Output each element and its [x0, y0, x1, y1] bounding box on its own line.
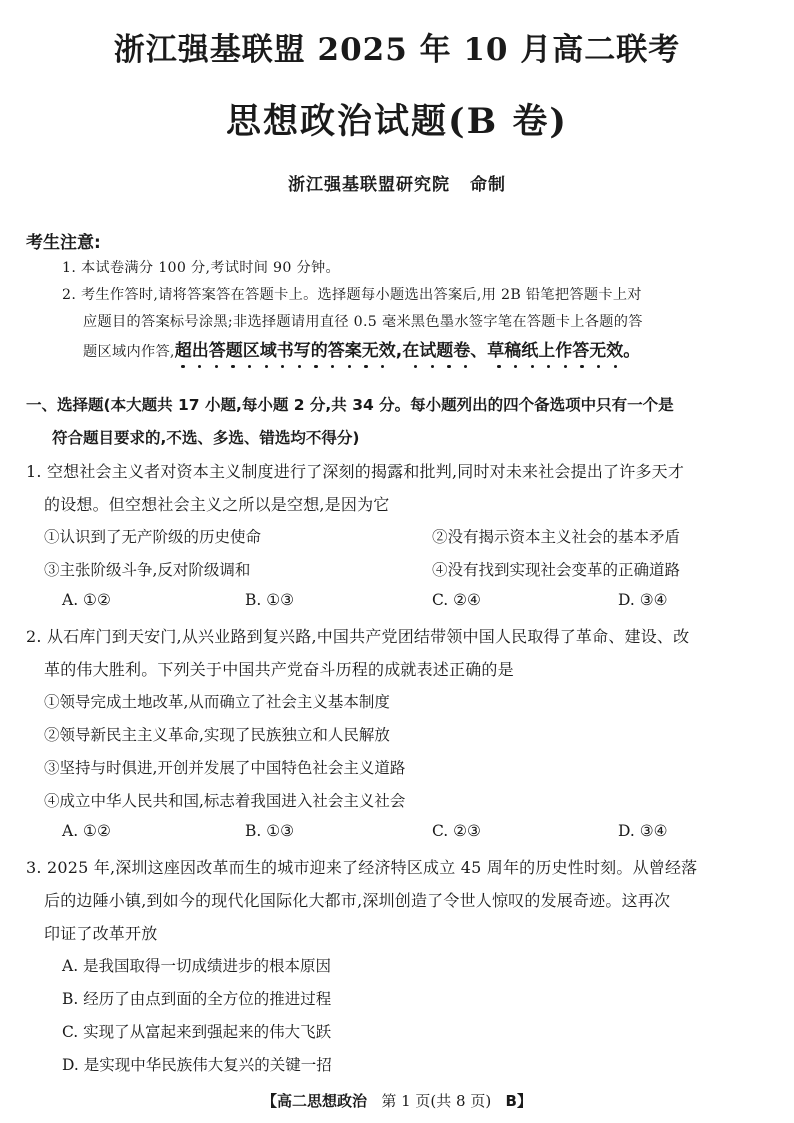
notice-plain-text: 题区域内作答, — [83, 344, 175, 360]
notice-item-2-line-2: 应题目的答案标号涂黑;非选择题请用直径 0.5 毫米黑色墨水签字笔在答题卡上各题的答 — [83, 314, 643, 330]
q2-item-1: ①领导完成土地改革,从而确立了社会主义基本制度 — [44, 693, 390, 711]
q1-item-2: ②没有揭示资本主义社会的基本矛盾 — [432, 528, 681, 546]
maker-org: 浙江强基联盟研究院 — [288, 175, 450, 195]
emphasis-dot — [331, 365, 334, 368]
maker-role: 命制 — [470, 175, 506, 195]
emphasis-dot — [531, 365, 534, 368]
emphasis-dot — [464, 365, 467, 368]
emphasis-dot — [497, 365, 500, 368]
page-footer — [0, 1090, 794, 1111]
q1-item-1: ①认识到了无产阶级的历史使命 — [44, 528, 262, 546]
emphasis-dot — [597, 365, 600, 368]
q2-choice-a: A. ①② — [62, 822, 111, 840]
exam-title: 浙江强基联盟 2025 年 10 月高二联考 — [113, 32, 681, 68]
q3-choice-b: B. 经历了由点到面的全方位的推进过程 — [62, 990, 332, 1008]
emphasis-dot — [198, 365, 201, 368]
emphasis-dot — [547, 365, 550, 368]
emphasis-dot — [431, 365, 434, 368]
q3-stem-line-1: 3. 2025 年,深圳这座因改革而生的城市迎来了经济特区成立 45 周年的历史性时刻。从曾经落 — [26, 858, 698, 877]
emphasis-dot — [514, 365, 517, 368]
notice-item-2-line-3 — [83, 336, 640, 361]
q1-choice-b: B. ①③ — [245, 591, 295, 609]
q3-stem-line-2: 后的边陲小镇,到如今的现代化国际化大都市,深圳创造了令世人惊叹的发展奇迹。这再次 — [44, 891, 671, 910]
footer-page: 第 1 页(共 8 页) — [381, 1092, 492, 1110]
q1-stem-line-1: 1. 空想社会主义者对资本主义制度进行了深刻的揭露和批判,同时对未来社会提出了许多天才 — [26, 462, 685, 481]
emphasis-dot — [248, 365, 251, 368]
emphasis-dot — [281, 365, 284, 368]
emphasis-dot — [614, 365, 617, 368]
q2-choice-c: C. ②③ — [432, 822, 481, 840]
q1-item-3: ③主张阶级斗争,反对阶级调和 — [44, 561, 251, 579]
notice-item-1: 1. 本试卷满分 100 分,考试时间 90 分钟。 — [62, 260, 340, 276]
q3-choice-d: D. 是实现中华民族伟大复兴的关键一招 — [62, 1056, 332, 1074]
maker-line — [0, 170, 794, 195]
emphasis-dot — [564, 365, 567, 368]
q2-item-3: ③坚持与时俱进,开创并发展了中国特色社会主义道路 — [44, 759, 406, 777]
footer-version: B】 — [505, 1092, 532, 1110]
emphasis-dot — [447, 365, 450, 368]
footer-subject: 【高二思想政治 — [262, 1092, 368, 1110]
emphasis-dot — [181, 365, 184, 368]
section-heading-line-2: 符合题目要求的,不选、多选、错选均不得分) — [52, 429, 360, 447]
emphasis-dot — [348, 365, 351, 368]
emphasis-dot — [231, 365, 234, 368]
section-heading-line-1: 一、选择题(本大题共 17 小题,每小题 2 分,共 34 分。每小题列出的四个备选项中只有一个是 — [26, 396, 674, 414]
q1-stem-line-2: 的设想。但空想社会主义之所以是空想,是因为它 — [44, 495, 390, 514]
emphasis-dot — [364, 365, 367, 368]
emphasis-dot — [580, 365, 583, 368]
q2-stem-line-2: 革的伟大胜利。下列关于中国共产党奋斗历程的成就表述正确的是 — [44, 660, 514, 679]
emphasis-dot — [381, 365, 384, 368]
emphasis-dot — [414, 365, 417, 368]
q2-choice-b: B. ①③ — [245, 822, 295, 840]
notice-item-2-line-1: 2. 考生作答时,请将答案答在答题卡上。选择题每小题选出答案后,用 2B 铅笔把答题卡上对 — [62, 287, 642, 303]
emphasis-dot — [314, 365, 317, 368]
emphasis-dot — [265, 365, 268, 368]
q1-choice-a: A. ①② — [62, 591, 111, 609]
q2-choice-d: D. ③④ — [618, 822, 668, 840]
q3-choice-a: A. 是我国取得一切成绩进步的根本原因 — [62, 957, 332, 975]
q2-item-2: ②领导新民主主义革命,实现了民族独立和人民解放 — [44, 726, 390, 744]
q3-stem-line-3: 印证了改革开放 — [44, 924, 158, 943]
q2-item-4: ④成立中华人民共和国,标志着我国进入社会主义社会 — [44, 792, 406, 810]
q1-choice-c: C. ②④ — [432, 591, 481, 609]
q2-stem-line-1: 2. 从石库门到天安门,从兴业路到复兴路,中国共产党团结带领中国人民取得了革命、建设、改 — [26, 627, 690, 646]
exam-subtitle: 思想政治试题(B 卷) — [226, 101, 568, 142]
emphasis-dot — [215, 365, 218, 368]
q1-item-4: ④没有找到实现社会变革的正确道路 — [432, 561, 681, 579]
q3-choice-c: C. 实现了从富起来到强起来的伟大飞跃 — [62, 1023, 332, 1041]
notice-title: 考生注意: — [26, 233, 101, 253]
q1-choice-d: D. ③④ — [618, 591, 668, 609]
emphasis-dot — [298, 365, 301, 368]
notice-emphasis-text: 超出答题区域书写的答案无效,在试题卷、草稿纸上作答无效。 — [174, 341, 641, 361]
